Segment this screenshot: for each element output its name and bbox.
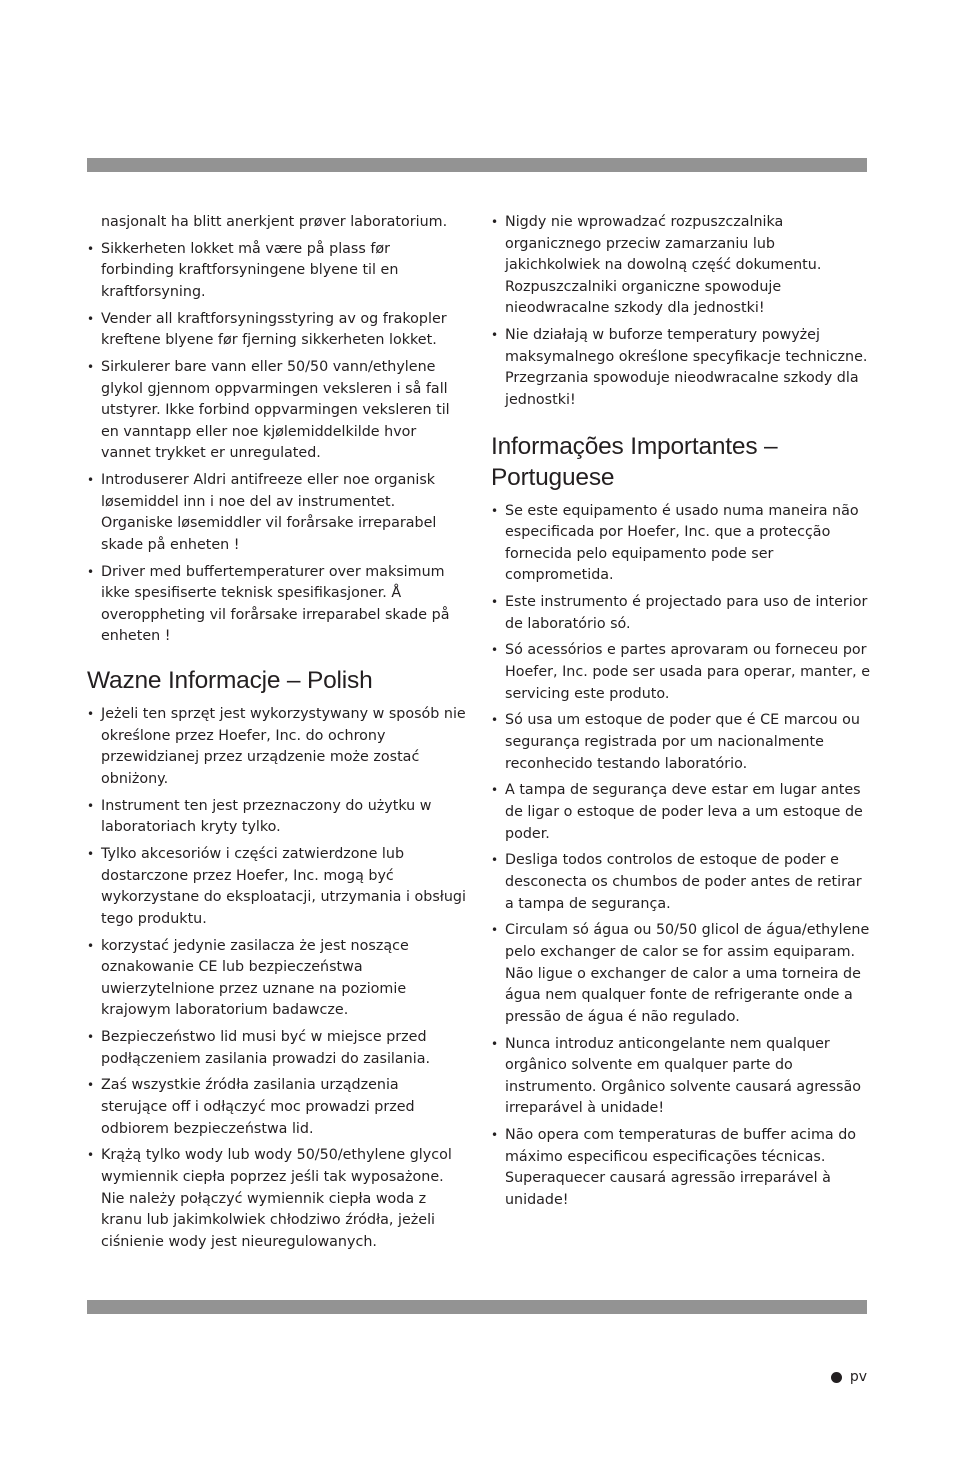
left-column <box>87 212 467 1259</box>
norwegian-list <box>87 239 467 648</box>
list-item: • Nigdy nie wprowadzać rozpuszczalnika organicznego przeciw zamarzaniu lub jakichkolwiek na dowolną część dokumentu. Rozpuszczalniki organiczne spowoduje nieodwracalne szkody dla jednostki! <box>491 212 871 320</box>
list-item: • Jeżeli ten sprzęt jest wykorzystywany w sposób nie określone przez Hoefer, Inc. do ochrony przewidzianej przez urządzenie może zostać obniżony. <box>87 704 467 790</box>
header-rule <box>87 158 867 172</box>
list-item: • Não opera com temperaturas de buffer acima do máximo especificou especificações técnicas. Superaquecer causará agressão irreparável à unidade! <box>491 1125 871 1211</box>
bullet-dot-icon <box>831 1372 842 1383</box>
footer-rule <box>87 1300 867 1314</box>
list-item: • Tylko akcesoriów i części zatwierdzone lub dostarczone przez Hoefer, Inc. mogą być wykorzystane do eksploatacji, utrzymania i obsługi tego produktu. <box>87 844 467 930</box>
list-item: • Zaś wszystkie źródła zasilania urządzenia sterujące off i odłączyć moc prowadzi przed odbiorem bezpieczeństwa lid. <box>87 1075 467 1140</box>
list-item: • Este instrumento é projectado para uso de interior de laboratório só. <box>491 592 871 635</box>
list-item: • Nie działają w buforze temperatury powyżej maksymalnego określone specyfikacje techniczne. Przegrzania spowoduje nieodwracalne szkody dla jednostki! <box>491 325 871 411</box>
list-item: • Bezpieczeństwo lid musi być w miejsce przed podłączeniem zasilania prowadzi do zasilania. <box>87 1027 467 1070</box>
page-number: pv <box>849 1369 867 1385</box>
list-item: • Se este equipamento é usado numa maneira não especificada por Hoefer, Inc. que a protecção fornecida pelo equipamento pode ser comprometida. <box>491 501 871 587</box>
polish-list <box>87 704 467 1253</box>
list-item: • Sikkerheten lokket må være på plass før forbinding kraftforsyningene blyene til en kraftforsyning. <box>87 239 467 304</box>
continued-text: nasjonalt ha blitt anerkjent prøver laboratorium. <box>101 214 448 230</box>
polish-list-continued <box>491 212 871 412</box>
list-item: • Só usa um estoque de poder que é CE marcou ou segurança registrada por um nacionalmente reconhecido testando laboratório. <box>491 710 871 775</box>
list-item: • Vender all kraftforsyningsstyring av og frakopler kreftene blyene før fjerning sikkerheten lokket. <box>87 309 467 352</box>
list-item: • Driver med buffertemperaturer over maksimum ikke spesifiserte teknisk spesifikasjoner. Å overoppheting vil forårsake irreparabel skade på enheten ! <box>87 562 467 648</box>
list-item: • Nunca introduz anticongelante nem qualquer orgânico solvente em qualquer parte do instrumento. Orgânico solvente causará agressão irreparável à unidade! <box>491 1034 871 1120</box>
right-column <box>491 212 871 1217</box>
list-item: • Introduserer Aldri antifreeze eller noe organisk løsemiddel inn i noe del av instrumentet. Organiske løsemiddler vil forårsake irreparabel skade på enheten ! <box>87 470 467 556</box>
polish-heading: Wazne Informacje – Polish <box>87 667 373 695</box>
portuguese-list <box>491 501 871 1212</box>
page-footer <box>831 1369 867 1385</box>
portuguese-heading: Informações Importantes – Portuguese <box>491 432 778 491</box>
list-item: • Krążą tylko wody lub wody 50/50/ethylene glycol wymiennik ciepła poprzez jeśli tak wyposażone. Nie należy połączyć wymiennik ciepła woda z kranu lub jakimkolwiek chłodziwo źródła, jeżeli ciśnienie wody jest nieuregulowanych. <box>87 1145 467 1253</box>
list-item: • A tampa de segurança deve estar em lugar antes de ligar o estoque de poder leva a um estoque de poder. <box>491 780 871 845</box>
list-item: • Sirkulerer bare vann eller 50/50 vann/ethylene glykol gjennom oppvarmingen veksleren i så fall utstyrer. Ikke forbind oppvarmingen veksleren til en vanntapp eller noe kjølemiddelkilde hvor vannet trykket er unregulated. <box>87 357 467 465</box>
list-item: • Só acessórios e partes aprovaram ou forneceu por Hoefer, Inc. pode ser usada para operar, manter, e servicing este produto. <box>491 640 871 705</box>
list-item: • Instrument ten jest przeznaczony do użytku w laboratoriach kryty tylko. <box>87 796 467 839</box>
list-item: • korzystać jedynie zasilacza że jest noszące oznakowanie CE lub bezpieczeństwa uwierzytelnione przez uznane na poziomie krajowym laboratorium badawcze. <box>87 936 467 1022</box>
list-item: • Desliga todos controlos de estoque de poder e desconecta os chumbos de poder antes de retirar a tampa de segurança. <box>491 850 871 915</box>
list-item: • Circulam só água ou 50/50 glicol de água/ethylene pelo exchanger de calor se for assim equiparam. Não ligue o exchanger de calor a uma torneira de água nem qualquer fonte de refrigerante onde a pressão de água é não regulado. <box>491 920 871 1028</box>
